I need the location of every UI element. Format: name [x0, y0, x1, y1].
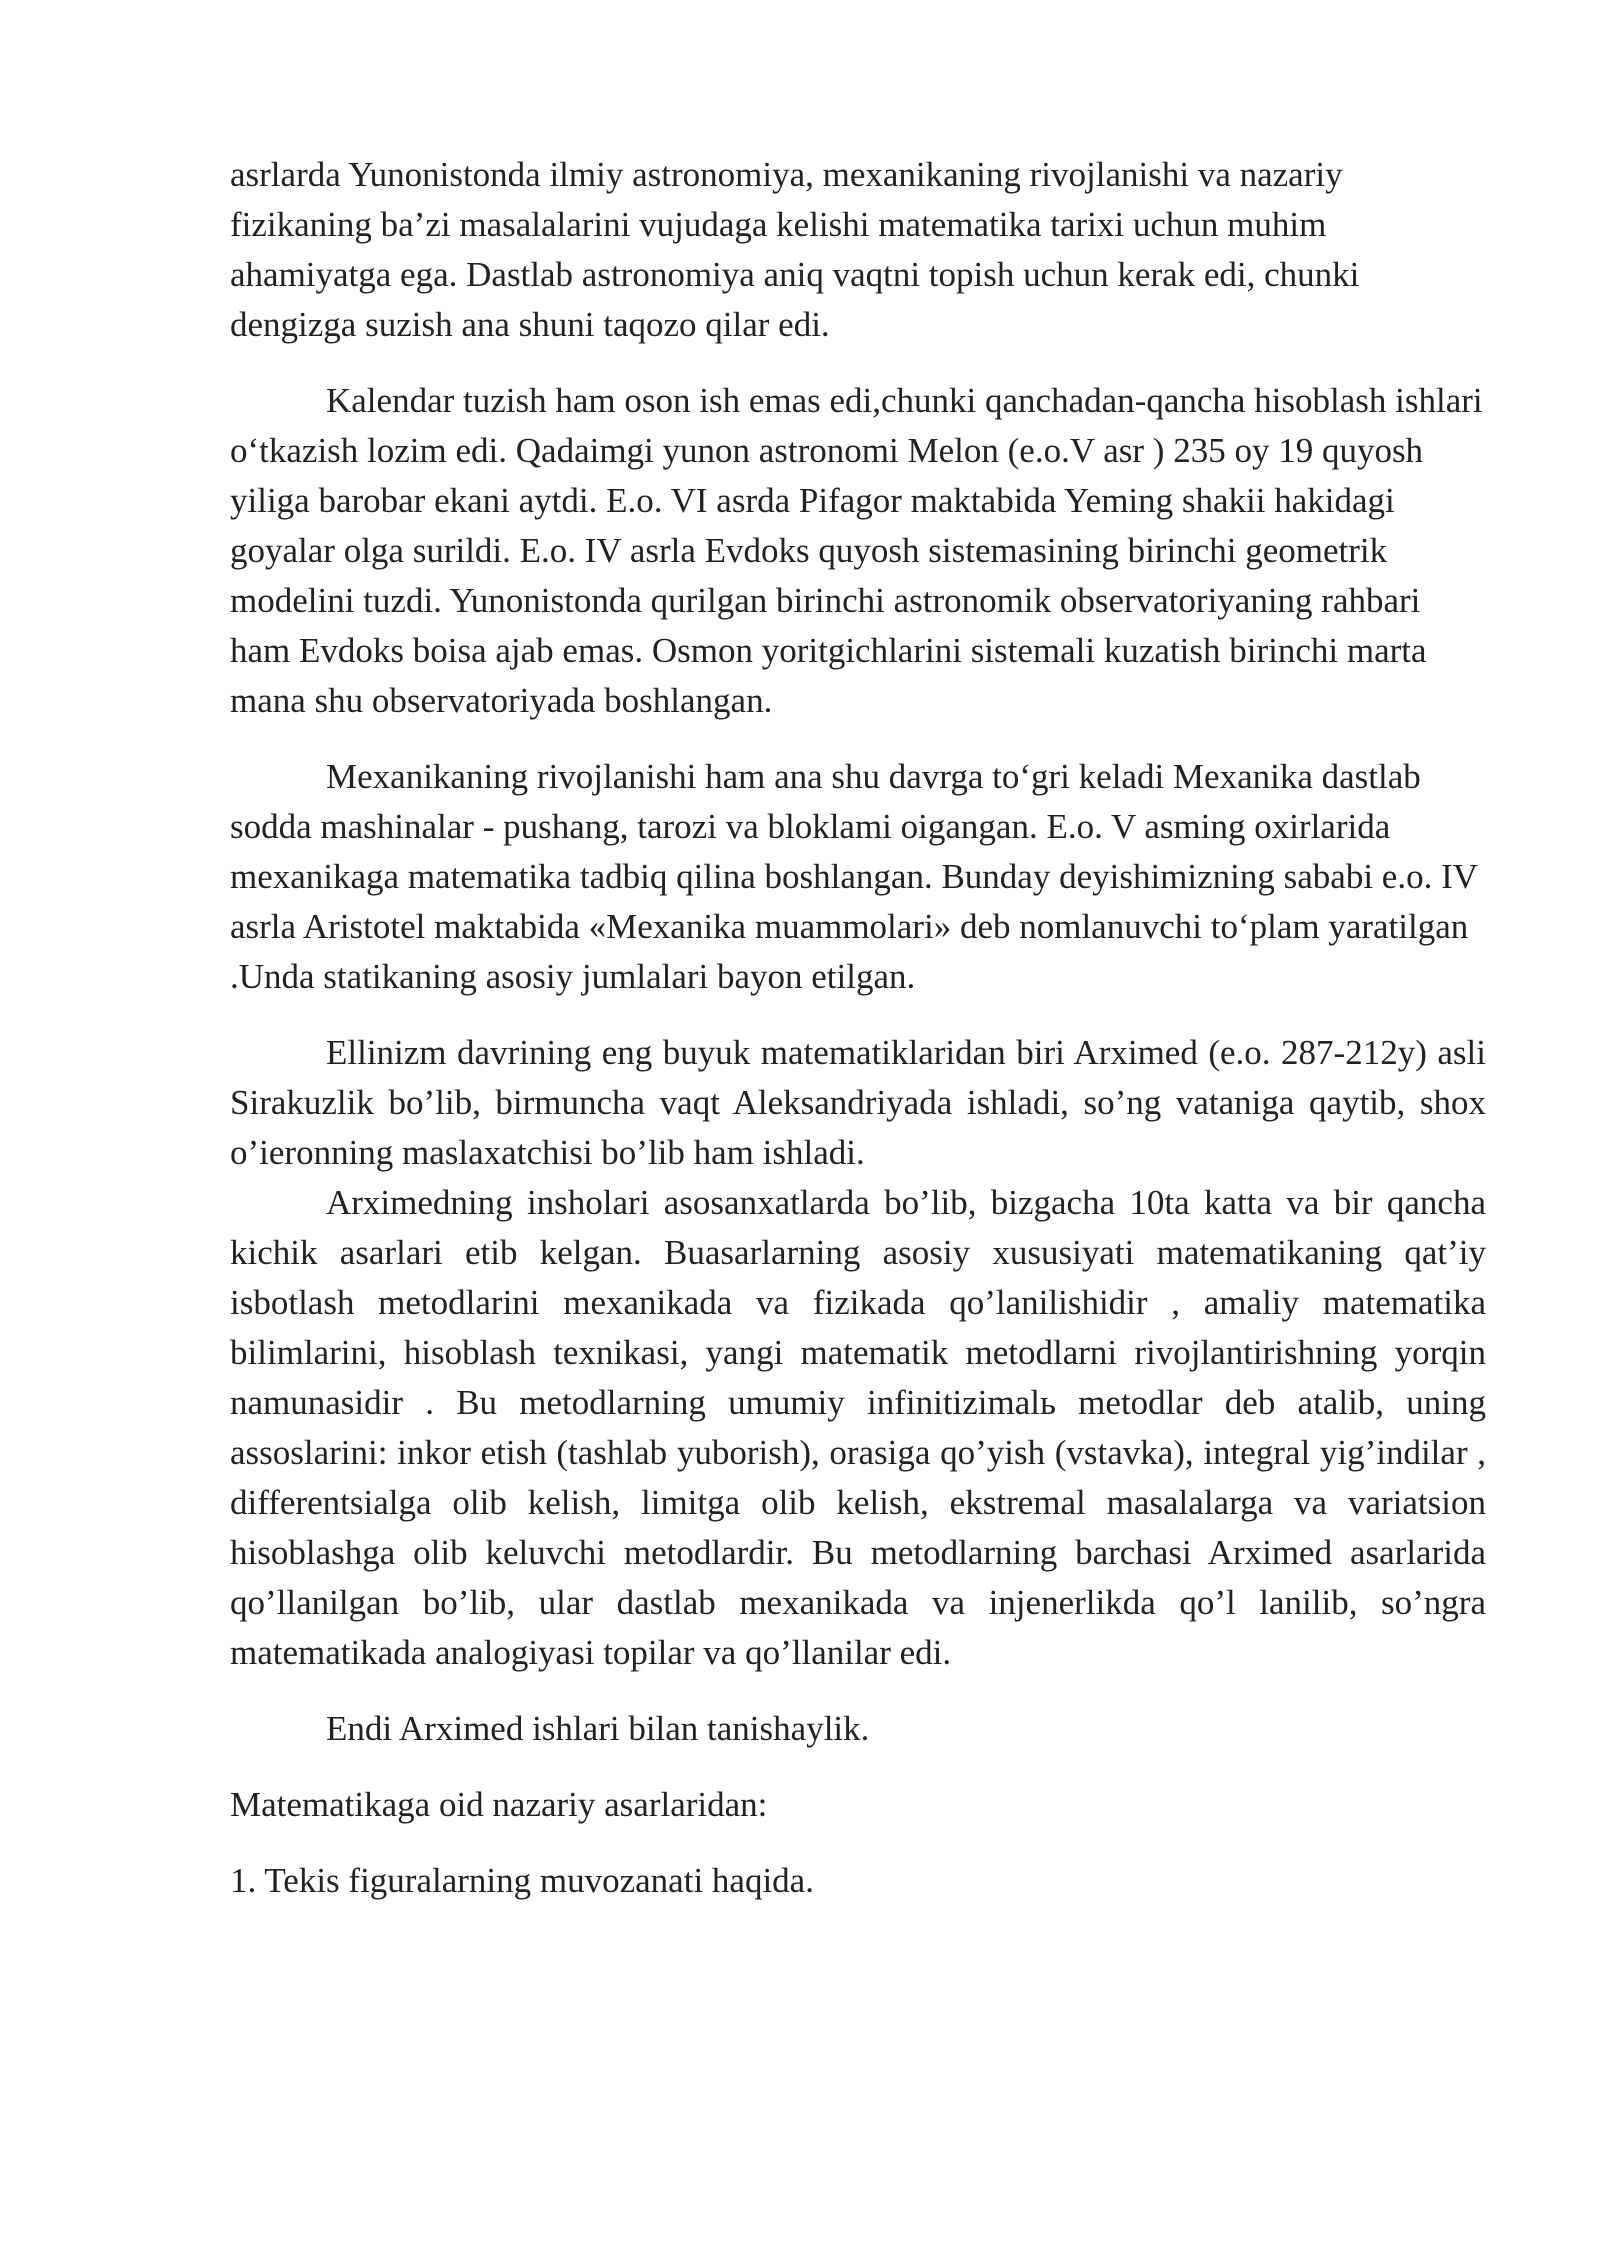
paragraph-introduction-to-works: Endi Arximed ishlari bilan tanishaylik.: [326, 1709, 870, 1748]
paragraph-archimedes-works: Arximedning insholari asosanxatlarda bo’lib, bizgacha 10ta katta va bir qancha kichik asarlari etib kelgan. Buasarlarning asosiy xususiyati matematikaning qat’iy isbotlash metodlarini mexanikada va fizikada qo’lanilishidir , amaliy matematika bilimlarini, hisoblash texnikasi, yangi matematik metodlarni rivojlantirishning yorqin namunasidir . Bu metodlarning umumiy infinitizimalь metodlar deb atalib, uning assoslarini: inkor etish (tashlab yuborish), orasiga qo’yish (vstavka), integral yig’indilar , differentsialga olib kelish, limitga olib kelish, ekstremal masalalarga va variatsion hisoblashga olib keluvchi metodlardir. Bu metodlarning barchasi Arximed asarlarida qo’llanilgan bo’lib, ular dastlab mexanikada va injenerlikda qo’l lanilib, so’ngra matematikada analogiyasi topilar va qo’llanilar edi.: [230, 1183, 1486, 1672]
paragraph-theoretical-works-heading: Matematikaga oid nazariy asarlaridan:: [230, 1785, 768, 1824]
paragraph-mechanics: Mexanikaning rivojlanishi ham ana shu davrga to‘gri keladi Mexanika dastlab sodda mashinalar - pushang, tarozi va bloklami oigangan. E.o. V asming oxirlarida mexanikaga matematika tadbiq qilina boshlangan. Bunday deyishimizning sababi e.o. IV asrla Aristotel maktabida «Mexanika muammolari» deb nomlanuvchi to‘plam yaratilgan .Unda statikaning asosiy jumlalari bayon etilgan.: [230, 757, 1478, 996]
paragraph-calendar: Kalendar tuzish ham oson ish emas edi,chunki qanchadan-qancha hisoblash ishlari o‘tkazish lozim edi. Qadaimgi yunon astronomi Melon (e.o.V asr ) 235 oy 19 quyosh yiliga barobar ekani aytdi. E.o. VI asrda Pifagor maktabida Yeming shakii hakidagi goyalar olga surildi. E.o. IV asrla Evdoks quyosh sistemasining birinchi geometrik modelini tuzdi. Yunonistonda qurilgan birinchi astronomik observatoriyaning rahbari ham Evdoks boisa ajab emas. Osmon yoritgichlarini sistemali kuzatish birinchi marta mana shu observatoriyada boshlangan.: [230, 381, 1483, 720]
document-body: [230, 150, 1486, 1906]
paragraph-archimedes-bio: Ellinizm davrining eng buyuk matematiklaridan biri Arximed (e.o. 287-212y) asli Sirakuzlik bo’lib, birmuncha vaqt Aleksandriyada ishladi, so’ng vataniga qaytib, shox o’ieronning maslaxatchisi bo’lib ham ishladi.: [230, 1033, 1486, 1172]
list-item: 1. Tekis figuralarning muvozanati haqida.: [230, 1861, 814, 1900]
paragraph-intro: asrlarda Yunonistonda ilmiy astronomiya, mexanikaning rivojlanishi va nazariy fizikaning ba’zi masalalarini vujudaga kelishi matematika tarixi uchun muhim ahamiyatga ega. Dastlab astronomiya aniq vaqtni topish uchun kerak edi, chunki dengizga suzish ana shuni taqozo qilar edi.: [230, 155, 1360, 344]
